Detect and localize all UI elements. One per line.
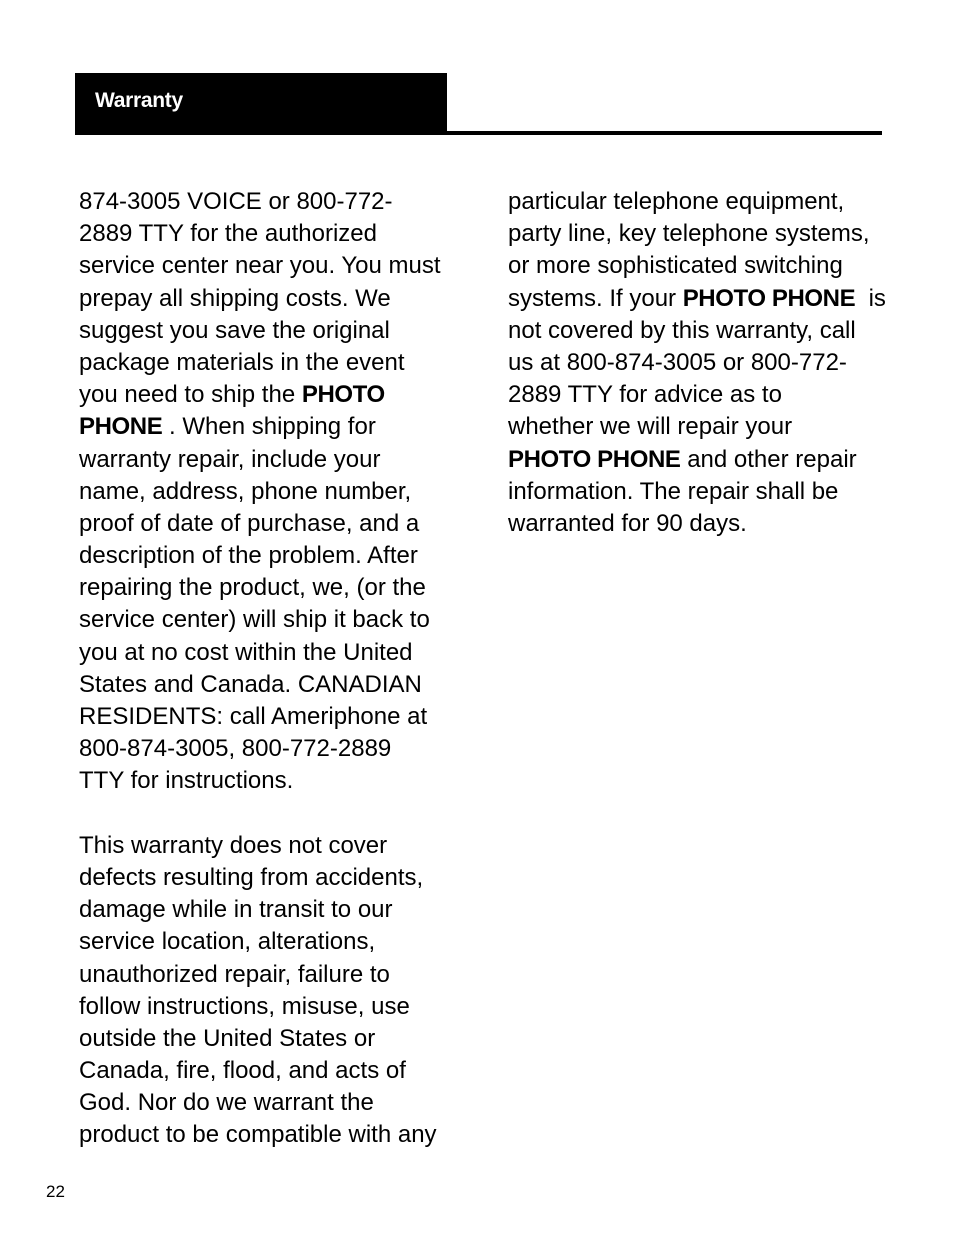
text-line: warranted for 90 days. — [508, 509, 747, 537]
text-line: proof of date of purchase, and a — [79, 509, 420, 537]
text-line: 874-3005 VOICE or 800-772- — [79, 188, 393, 215]
section-header-tab — [75, 73, 447, 135]
text-line: particular telephone equipment, — [508, 188, 845, 215]
left-column — [79, 186, 454, 1152]
text-line: name, address, phone number, — [79, 477, 412, 505]
product-name: PHOTO PHONE — [682, 284, 856, 312]
paragraph-exclusions — [79, 830, 454, 1152]
header-rule — [447, 131, 882, 135]
text-segment: systems. If your — [508, 284, 683, 312]
text-segment: . When shipping for — [162, 413, 376, 441]
page-number: 22 — [46, 1182, 65, 1201]
product-name: PHOTO PHONE — [508, 445, 681, 473]
text-line: Canada, fire, flood, and acts of — [79, 1057, 406, 1085]
text-line: outside the United States or — [79, 1024, 376, 1052]
text-line: TTY for instructions. — [79, 767, 294, 795]
text-line: service center) will ship it back to — [79, 606, 430, 634]
paragraph-gap — [79, 798, 454, 830]
text-line — [79, 379, 454, 411]
text-line: information. The repair shall be — [508, 477, 839, 505]
text-line: or more sophisticated switching — [508, 252, 843, 280]
text-line: damage while in transit to our — [79, 896, 393, 924]
text-line: defects resulting from accidents, — [79, 863, 424, 891]
text-line: you at no cost within the United — [79, 638, 413, 666]
text-line: unauthorized repair, failure to — [79, 960, 390, 988]
text-line: prepay all shipping costs. We — [79, 284, 391, 312]
text-line: package materials in the event — [79, 348, 405, 376]
product-name: PHONE — [79, 413, 163, 441]
text-line: party line, key telephone systems, — [508, 220, 870, 248]
text-line: This warranty does not cover — [79, 831, 388, 859]
text-line — [508, 283, 886, 315]
paragraph-compatibility — [508, 186, 886, 540]
text-line: whether we will repair your — [508, 413, 793, 441]
text-line: product to be compatible with any — [79, 1121, 437, 1149]
text-line: service center near you. You must — [79, 252, 441, 280]
text-line: follow instructions, misuse, use — [79, 992, 410, 1020]
text-line: us at 800-874-3005 or 800-772- — [508, 348, 847, 376]
text-line: 2889 TTY for the authorized — [79, 220, 377, 248]
text-line: description of the problem. After — [79, 542, 418, 570]
text-segment: and other repair — [680, 445, 857, 473]
text-line: not covered by this warranty, call — [508, 316, 856, 344]
right-column — [508, 186, 886, 540]
text-line: 800-874-3005, 800-772-2889 — [79, 735, 392, 763]
text-segment: you need to ship the — [79, 381, 302, 409]
text-line: service location, alterations, — [79, 928, 376, 956]
text-line: warranty repair, include your — [79, 445, 381, 473]
text-line: repairing the product, we, (or the — [79, 574, 426, 602]
text-line: States and Canada. CANADIAN — [79, 670, 422, 698]
text-line: suggest you save the original — [79, 316, 390, 344]
text-line: 2889 TTY for advice as to — [508, 381, 782, 409]
text-segment: is — [855, 284, 886, 312]
product-name: PHOTO — [301, 381, 385, 409]
paragraph-shipping — [79, 186, 454, 798]
text-line — [508, 444, 880, 476]
section-title: Warranty — [95, 89, 183, 112]
text-line: God. Nor do we warrant the — [79, 1089, 374, 1117]
text-line — [79, 411, 454, 443]
text-line: RESIDENTS: call Ameriphone at — [79, 703, 428, 730]
